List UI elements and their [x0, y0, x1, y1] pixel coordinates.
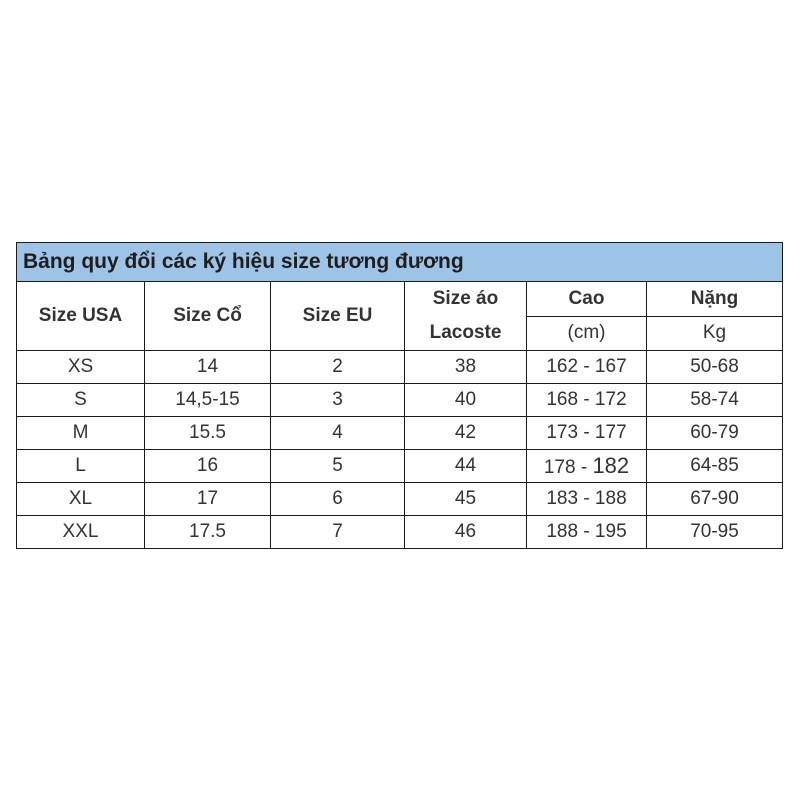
cell-cao: 188 - 195 — [527, 516, 647, 549]
table-row — [17, 351, 783, 384]
cell-size-usa: XXL — [17, 516, 145, 549]
header-cao-unit: (cm) — [527, 316, 647, 351]
header-size-lacoste-line1: Size áo — [432, 288, 499, 309]
header-size-lacoste — [405, 282, 527, 351]
cell-size-usa: XS — [17, 351, 145, 384]
cell-size-lacoste: 42 — [405, 417, 527, 450]
cell-size-eu: 7 — [271, 516, 405, 549]
table-row — [17, 417, 783, 450]
cell-size-usa: XL — [17, 483, 145, 516]
cell-cao-start: 178 - — [543, 457, 593, 478]
cell-size-eu: 3 — [271, 384, 405, 417]
header-row — [17, 282, 783, 317]
cell-nang: 67-90 — [647, 483, 783, 516]
header-size-lacoste-line2: Lacoste — [429, 322, 502, 343]
table-title: Bảng quy đổi các ký hiệu size tương đương — [17, 243, 783, 282]
cell-size-co: 17 — [145, 483, 271, 516]
cell-size-eu: 2 — [271, 351, 405, 384]
cell-size-co: 16 — [145, 450, 271, 483]
table-row — [17, 384, 783, 417]
cell-size-co: 14 — [145, 351, 271, 384]
cell-size-usa: L — [17, 450, 145, 483]
cell-cao: 183 - 188 — [527, 483, 647, 516]
cell-size-eu: 4 — [271, 417, 405, 450]
cell-size-lacoste: 38 — [405, 351, 527, 384]
cell-cao: 173 - 177 — [527, 417, 647, 450]
cell-size-co: 15.5 — [145, 417, 271, 450]
cell-cao — [527, 450, 647, 483]
header-size-usa: Size USA — [17, 282, 145, 351]
cell-nang: 50-68 — [647, 351, 783, 384]
table-row — [17, 483, 783, 516]
table-row — [17, 450, 783, 483]
header-size-co: Size Cổ — [145, 282, 271, 351]
cell-size-lacoste: 45 — [405, 483, 527, 516]
size-conversion-table — [16, 242, 783, 549]
table-row — [17, 516, 783, 549]
title-row — [17, 243, 783, 282]
cell-cao-end: 182 — [592, 453, 630, 478]
cell-nang: 58-74 — [647, 384, 783, 417]
cell-size-co: 14,5-15 — [145, 384, 271, 417]
cell-nang: 64-85 — [647, 450, 783, 483]
cell-cao: 162 - 167 — [527, 351, 647, 384]
cell-size-co: 17.5 — [145, 516, 271, 549]
header-cao: Cao — [527, 282, 647, 317]
cell-size-eu: 6 — [271, 483, 405, 516]
cell-nang: 70-95 — [647, 516, 783, 549]
cell-size-eu: 5 — [271, 450, 405, 483]
cell-size-usa: M — [17, 417, 145, 450]
cell-size-usa: S — [17, 384, 145, 417]
cell-size-lacoste: 44 — [405, 450, 527, 483]
cell-size-lacoste: 46 — [405, 516, 527, 549]
cell-nang: 60-79 — [647, 417, 783, 450]
header-nang: Nặng — [647, 282, 783, 317]
cell-size-lacoste: 40 — [405, 384, 527, 417]
cell-cao: 168 - 172 — [527, 384, 647, 417]
header-nang-unit: Kg — [647, 316, 783, 351]
header-size-eu: Size EU — [271, 282, 405, 351]
